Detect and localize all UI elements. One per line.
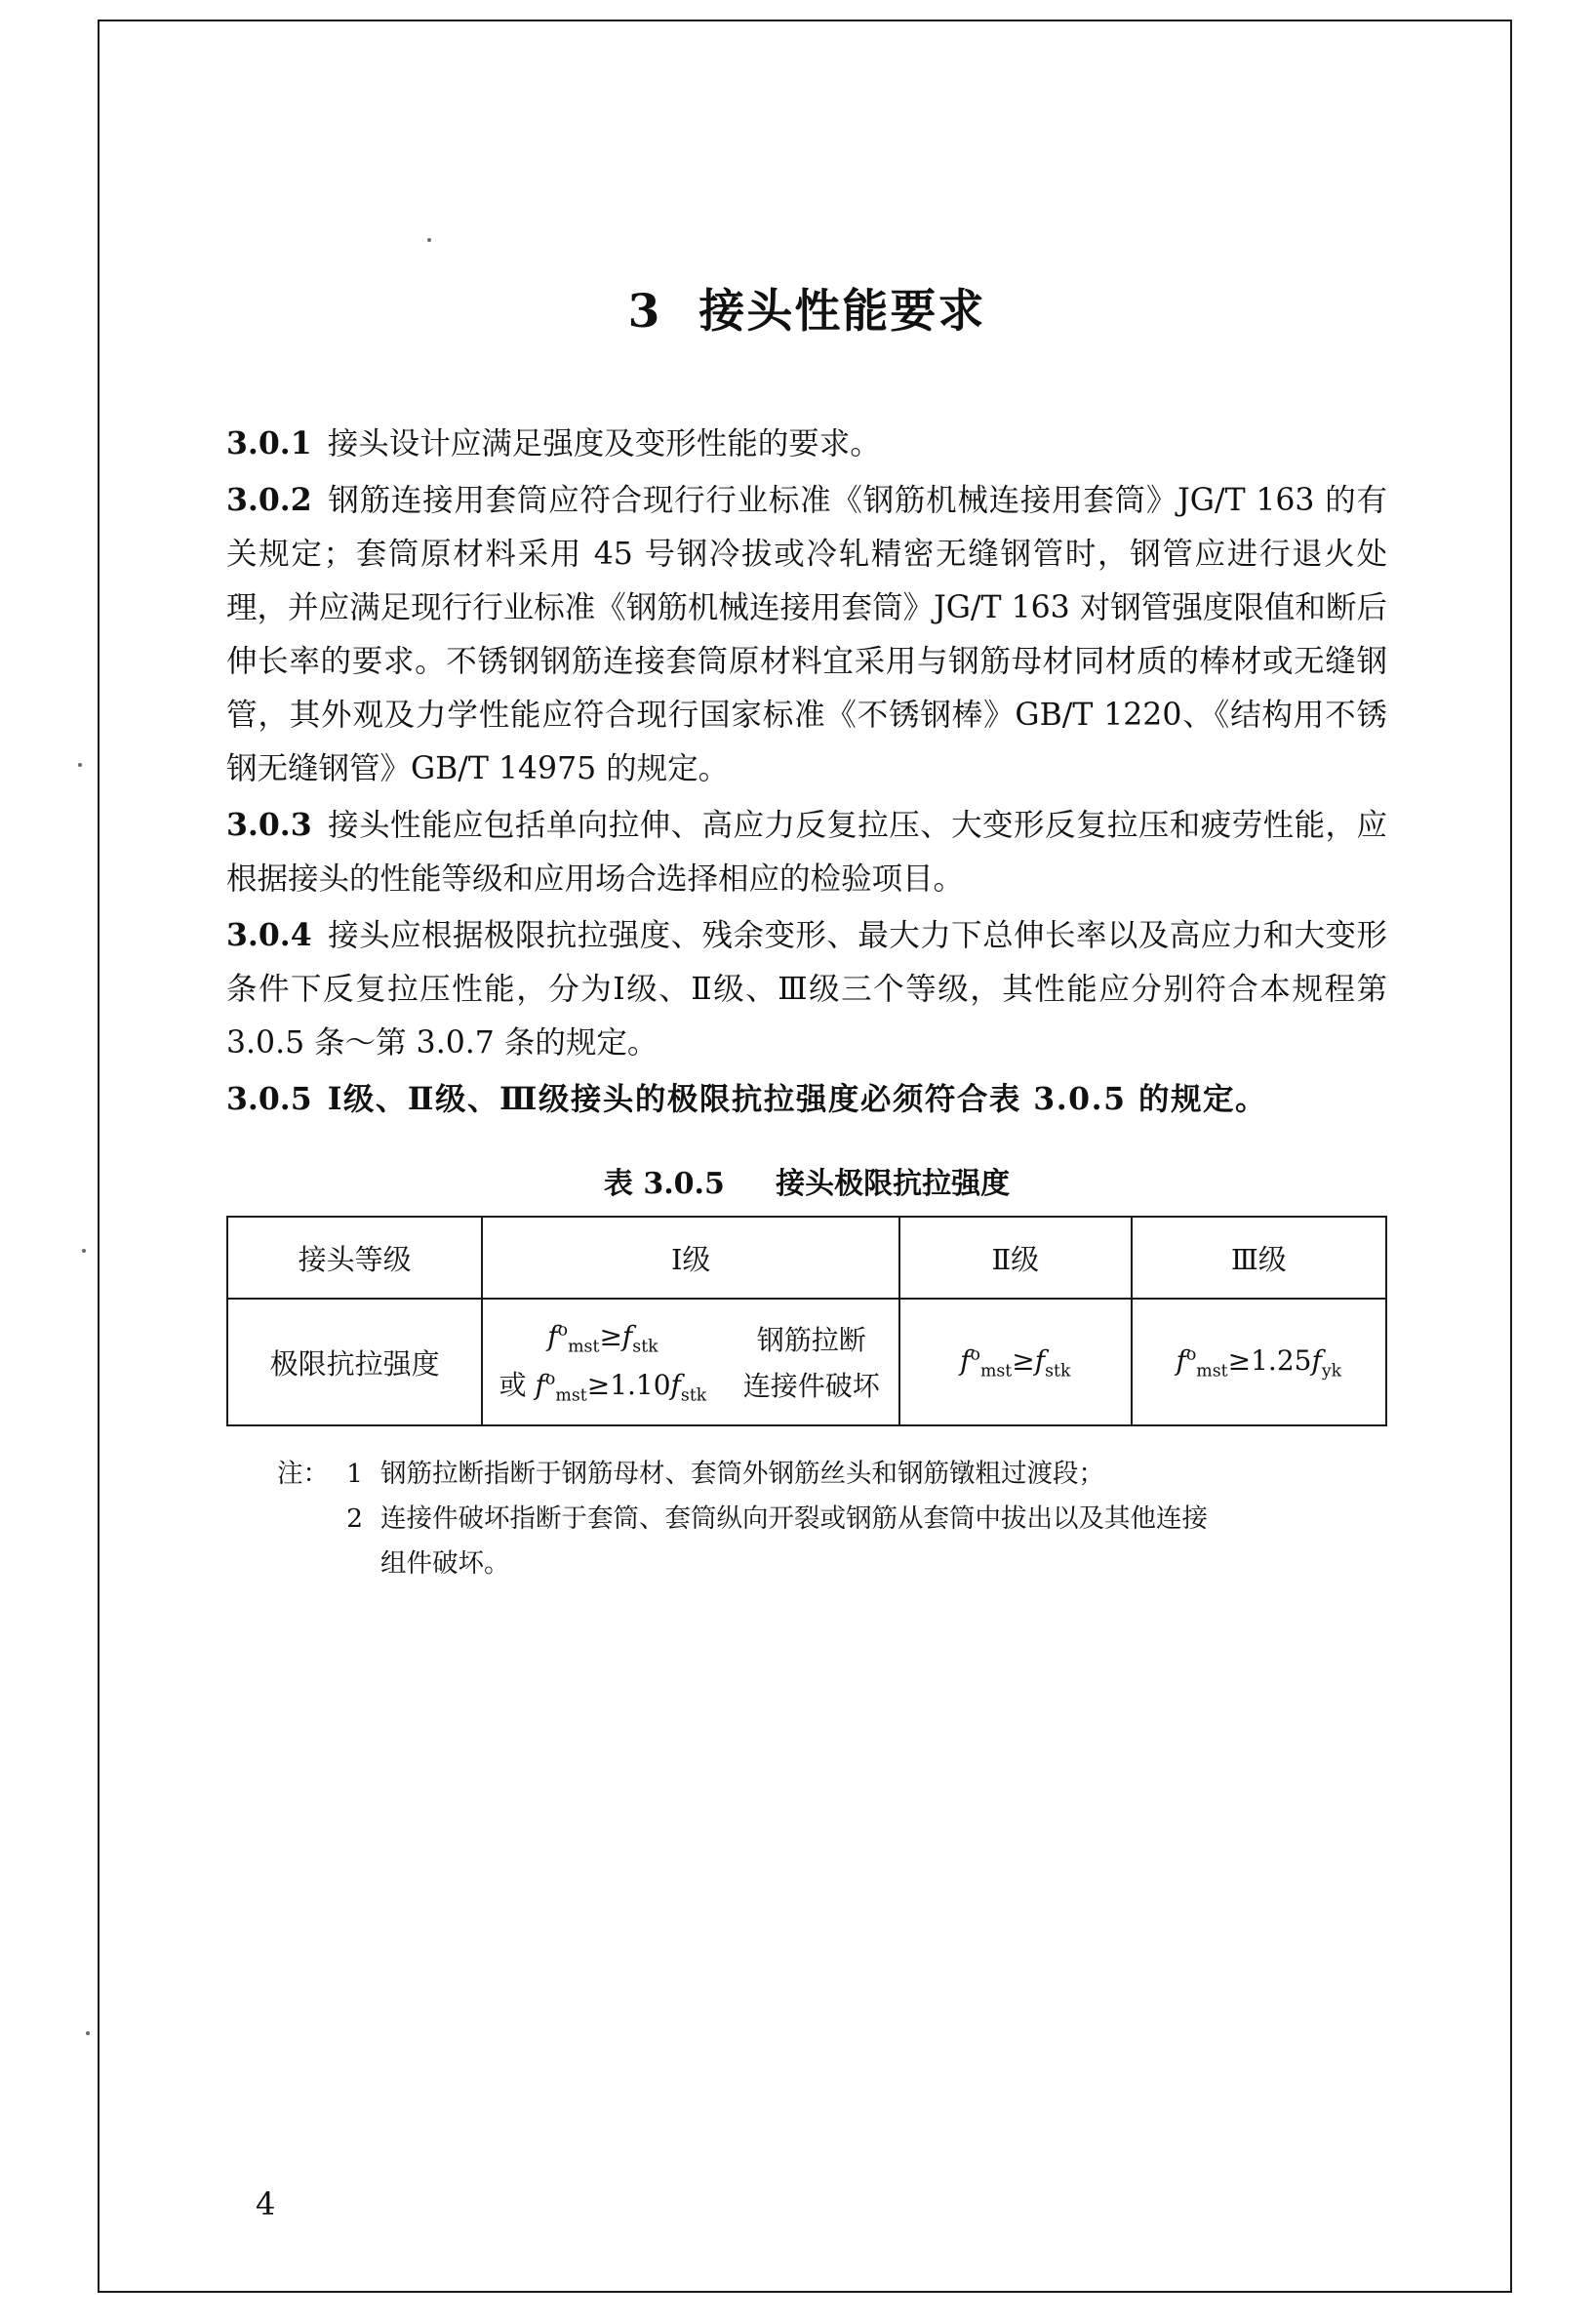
header-grade-2: Ⅱ级	[899, 1217, 1132, 1299]
table-header-row	[227, 1217, 1386, 1299]
clause-3-0-2	[226, 473, 1387, 796]
clause-text: 接头应根据极限抗拉强度、残余变形、最大力下总伸长率以及高应力和大变形条件下反复拉压性能，分为Ⅰ级、Ⅱ级、Ⅲ级三个等级，其性能应分别符合本规程第 3.0.5 条～第 3.0.7 条的规定。	[226, 918, 1387, 1061]
note-item	[226, 1497, 1387, 1542]
note-text: 钢筋拉断指断于钢筋母材、套筒外钢筋丝头和钢筋镦粗过渡段；	[380, 1459, 1104, 1489]
cell-grade-1	[482, 1299, 899, 1425]
formula-grade1-b: 或 $f^o_{mst}\ge 1.10f_{stk}$	[499, 1368, 707, 1406]
page-title	[226, 275, 1387, 341]
clause-number: 3.0.1	[226, 425, 312, 461]
table-notes	[226, 1452, 1387, 1586]
chapter-title-text: 接头性能要求	[698, 285, 986, 339]
clause-number: 3.0.2	[226, 482, 312, 518]
clause-number: 3.0.5	[226, 1081, 312, 1117]
note-item	[226, 1452, 1387, 1497]
clause-text: 接头设计应满足强度及变形性能的要求。	[327, 426, 881, 461]
table-caption	[226, 1159, 1387, 1202]
header-grade-1: Ⅰ级	[482, 1217, 899, 1299]
note-grade1-a: 钢筋拉断	[756, 1323, 866, 1356]
page-content	[226, 275, 1387, 1586]
scan-speck	[427, 238, 431, 242]
notes-label: 注：	[277, 1459, 329, 1489]
clause-text: 接头性能应包括单向拉伸、高应力反复拉压、大变形反复拉压和疲劳性能，应根据接头的性能等级和应用场合选择相应的检验项目。	[226, 808, 1387, 897]
formula-grade3: $f^o_{mst}\ge 1.25f_{yk}$	[1176, 1343, 1342, 1382]
clause-text: 钢筋连接用套筒应符合现行行业标准《钢筋机械连接用套筒》JG/T 163 的有关规定；套筒原材料采用 45 号钢冷拔或冷轧精密无缝钢管时，钢管应进行退火处理，并应满足现行行业标准《钢筋机械连接用套筒》JG/T 163 对钢管强度限值和断后伸长率的要求。不锈钢钢筋连接套筒原材料宜采用与钢筋母材同材质的棒材或无缝钢管，其外观及力学性能应符合现行国家标准《不锈钢棒》GB/T 1220、《结构用不锈钢无缝钢管》GB/T 14975 的规定。	[226, 483, 1387, 786]
scan-speck	[82, 1249, 86, 1253]
table-caption-label: 表 3.0.5	[603, 1167, 725, 1201]
clause-3-0-1	[226, 417, 1387, 471]
table-row	[227, 1299, 1386, 1425]
note-number: 1	[346, 1459, 363, 1489]
formula-grade2: $f^o_{mst}\ge f_{stk}$	[960, 1343, 1071, 1382]
clause-number: 3.0.4	[226, 917, 312, 953]
clause-3-0-4	[226, 908, 1387, 1070]
note-grade1-b: 连接件破坏	[742, 1370, 880, 1402]
header-joint-grade: 接头等级	[227, 1217, 482, 1299]
cell-grade-3	[1132, 1299, 1386, 1425]
page-number: 4	[256, 2185, 276, 2223]
cell-grade-2	[899, 1299, 1132, 1425]
formula-grade1-a: $f^o_{mst}\ge f_{stk}$	[547, 1320, 658, 1357]
note-number: 2	[346, 1503, 363, 1534]
scan-speck	[86, 2031, 90, 2035]
chapter-number: 3	[627, 285, 662, 339]
header-grade-3: Ⅲ级	[1132, 1217, 1386, 1299]
note-text: 连接件破坏指断于套筒、套筒纵向开裂或钢筋从套筒中拔出以及其他连接	[380, 1503, 1208, 1534]
note-text-continued: 组件破坏。	[380, 1548, 510, 1579]
clause-text: Ⅰ级、Ⅱ级、Ⅲ级接头的极限抗拉强度必须符合表 3.0.5 的规定。	[327, 1081, 1267, 1117]
strength-table	[226, 1216, 1387, 1426]
table-caption-title: 接头极限抗拉强度	[776, 1167, 1011, 1201]
row-label-ultimate-strength: 极限抗拉强度	[227, 1299, 482, 1425]
clause-3-0-3	[226, 798, 1387, 906]
clause-3-0-5	[226, 1072, 1387, 1126]
document-page	[98, 20, 1512, 2293]
formula-prefix-or: 或	[499, 1368, 527, 1401]
clause-number: 3.0.3	[226, 807, 312, 843]
scan-speck	[78, 763, 82, 767]
